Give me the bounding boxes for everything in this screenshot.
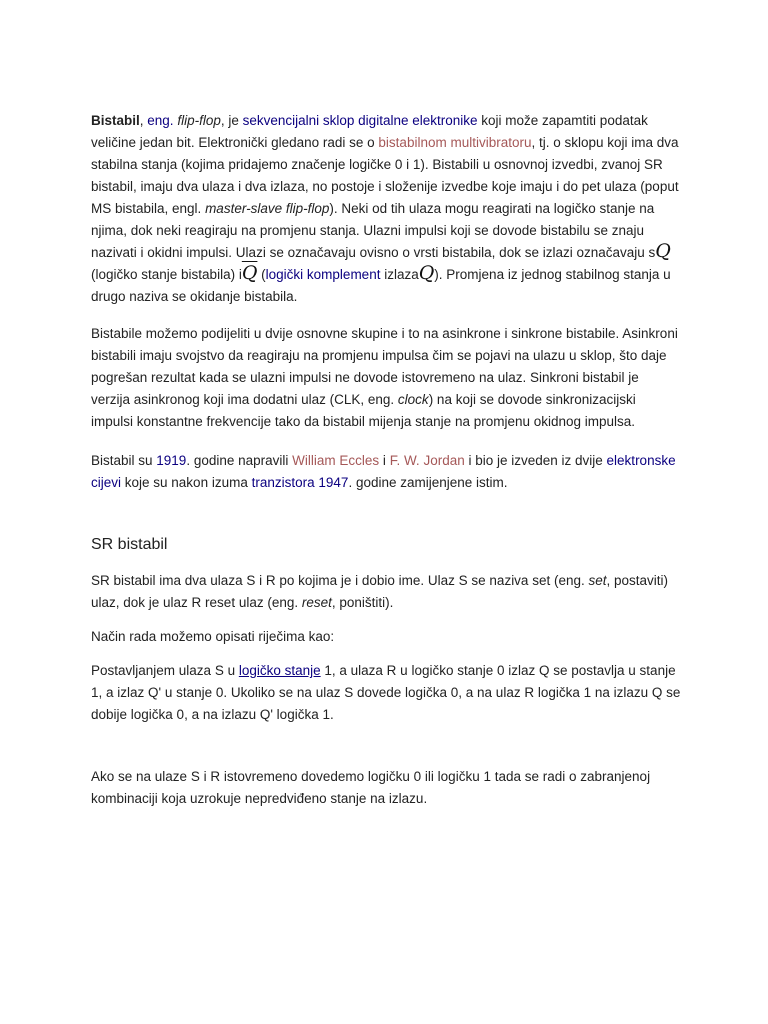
section-heading-sr-bistabil: SR bistabil — [91, 536, 168, 553]
link-fw-jordan[interactable]: F. W. Jordan — [389, 453, 465, 468]
classification-paragraph: Bistabile možemo podijeliti u dvije osnovne skupine i to na asinkrone i sinkrone bistabile. Asinkroni bistabili imaju svojstvo da reagiraju na promjenu impulsa čim se pojavi na ulazu u sklop, što daje pogrešan rezultat kada se ulazni impulsi ne dovode istovremeno na ulaz. Sinkroni bistabil je verzija asinkronog koji ima dodatni ulaz (CLK, eng. clock) na koji se dovode sinkronizacijski impulsi konstantne frekvencije tako da bistabil mijenja stanje na promjenu okidnog impulsa. — [91, 326, 678, 429]
operation-paragraph: Postavljanjem ulaza S u logičko stanje 1, a ulaza R u logičko stanje 0 izlaz Q se postavlja u stanje 1, a izlaz Q' u stanje 0. Ukoliko se na ulaz S dovede logička 0, a na ulaz R logička 1 na izlazu Q se dobije logička 0, a na izlazu Q' logička 1. — [91, 663, 681, 722]
forbidden-combination-paragraph: Ako se na ulaze S i R istovremeno dovedemo logičku 0 ili logičku 1 tada se radi o zabranjenoj kombinaciji koja uzrokuje nepredviđeno stanje na izlazu. — [91, 769, 651, 806]
link-elektronske-cijevi[interactable]: elektronske cijevi — [91, 453, 676, 490]
link-bistabilni-multivibrator[interactable]: bistabilnom multivibratoru — [378, 135, 532, 150]
link-logicko-stanje[interactable]: logičko stanje — [238, 663, 321, 678]
sr-intro-paragraph: SR bistabil ima dva ulaza S i R po kojima je i dobio ime. Ulaz S se naziva set (eng. set, postaviti) ulaz, dok je ulaz R reset ulaz (eng. reset, poništiti). — [91, 573, 669, 610]
link-william-eccles[interactable]: William Eccles — [292, 453, 380, 468]
link-1947[interactable]: 1947 — [318, 475, 349, 490]
link-eng[interactable]: eng. — [147, 113, 174, 128]
link-tranzistor[interactable]: tranzistora — [251, 475, 315, 490]
intro-paragraph: Bistabil, eng. flip-flop, je sekvencijalni sklop digitalne elektronike koji može zapamtiti podatak veličine jedan bit. Elektronički gledano radi se o bistabilnom multivibratoru, tj. o sklopu koji ima dva stabilna stanja (kojima pridajemo značenje logičke 0 i 1). Bistabili u osnovnoj izvedbi, zvanoj SR bistabil, imaju dva ulaza i dva izlaza, no postoje i složenije izvedbe koje imaju i do pet ulaza (poput MS bistabila, engl. master-slave flip-flop). Neki od tih ulaza mogu reagirati na logičko stanje na njima, dok neki reagiraju na promjenu stanja. Ulazni impulsi koji se dovode bistabilu se znaju nazivati i okidni impulsi. Ulazi se označavaju ovisno o vrsti bistabila, dok se izlazi označavaju sQ (logičko stanje bistabila) $i\overline{Q}$ (logički komplement izlazaQ). Promjena iz jednog stabilnog stanja u drugo naziva se okidanje bistabila. — [91, 113, 679, 304]
symbol-q: Q — [418, 262, 435, 284]
term-bistabil: Bistabil — [91, 113, 140, 128]
operation-lead-paragraph: Način rada možemo opisati riječima kao: — [91, 629, 335, 644]
link-logicki-komplement[interactable]: logički komplement — [265, 267, 381, 282]
article-body — [91, 110, 681, 810]
link-1919[interactable]: 1919 — [156, 453, 187, 468]
link-sekvencijalni-sklop[interactable]: sekvencijalni sklop digitalne elektronike — [242, 113, 478, 128]
symbol-q-bar: $\overline{Q}$ — [241, 262, 258, 284]
symbol-q: Q — [655, 240, 671, 262]
history-paragraph: Bistabil su 1919. godine napravili William Eccles i F. W. Jordan i bio je izveden iz dvije elektronske cijevi koje su nakon izuma tranzistora 1947. godine zamijenjene istim. — [91, 453, 676, 490]
